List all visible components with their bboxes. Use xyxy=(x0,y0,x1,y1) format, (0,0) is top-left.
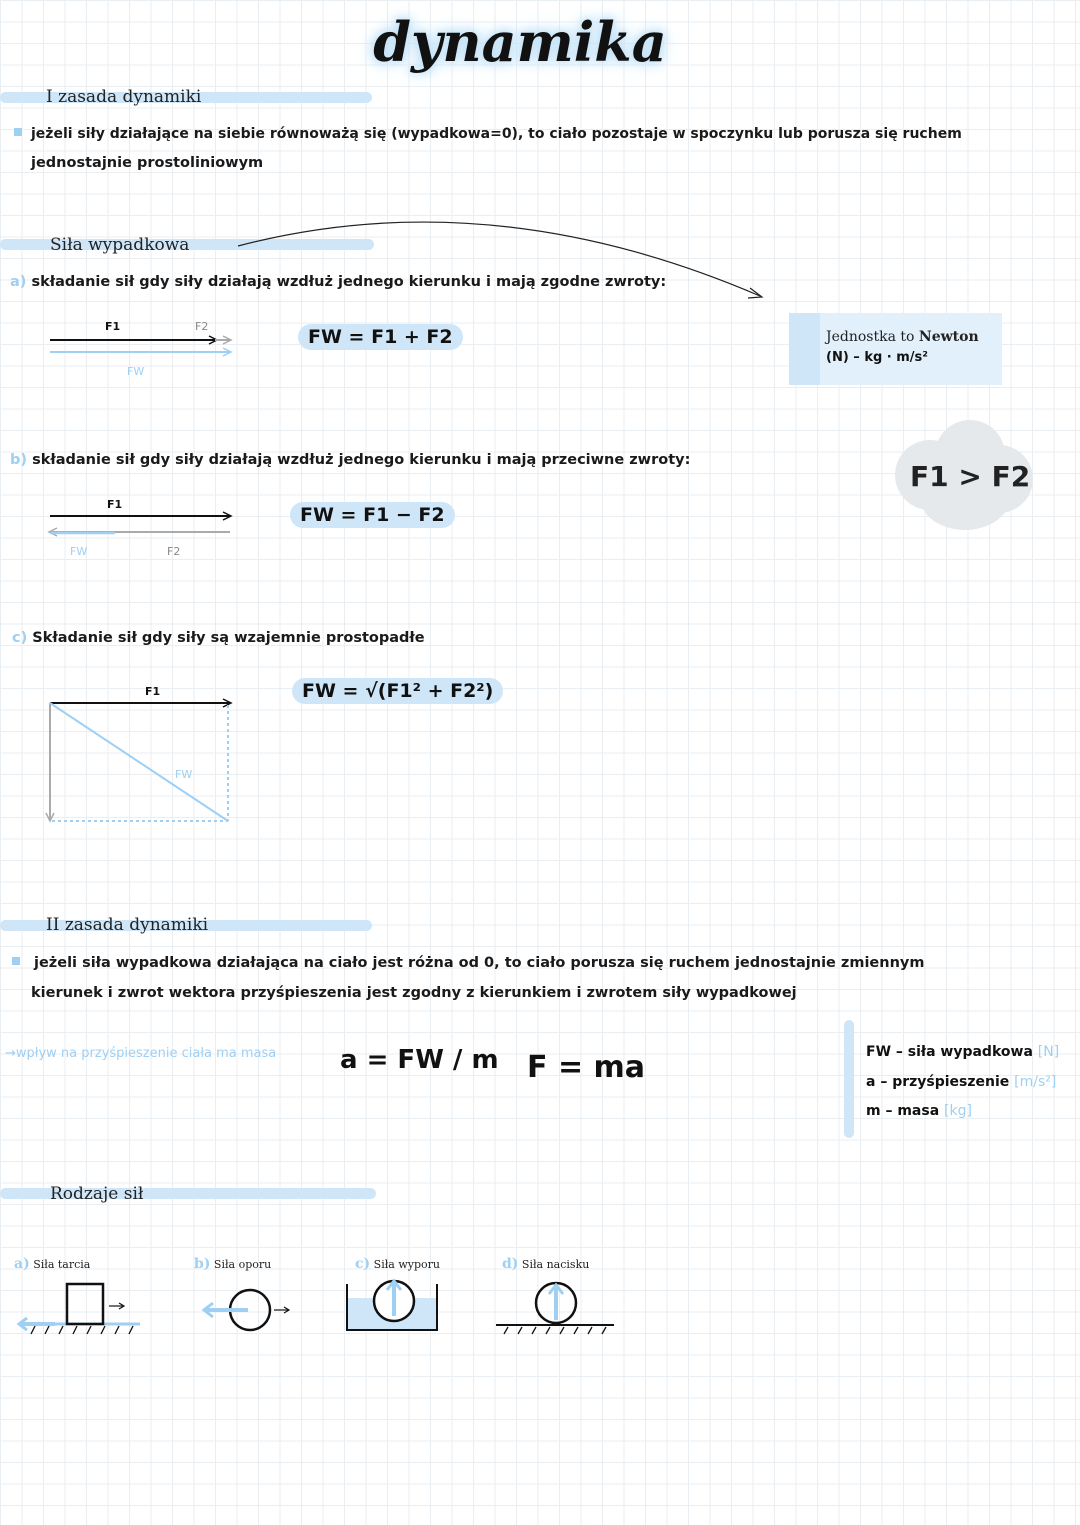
section-heading-3: II zasada dynamiki xyxy=(46,915,209,935)
unit-box xyxy=(789,313,1002,385)
legend-item xyxy=(866,1103,972,1119)
unit-line2: (N) – kg · m/s² xyxy=(826,350,928,365)
force-type-c xyxy=(355,1256,440,1272)
force-type-b xyxy=(194,1256,271,1272)
force-type-letter: b) xyxy=(194,1256,211,1272)
force-type-letter: c) xyxy=(355,1256,371,1272)
diagram-a xyxy=(45,315,245,385)
buoyancy-icon xyxy=(344,1276,440,1336)
legend-name: a – przyśpieszenie xyxy=(866,1074,1010,1090)
legend-item xyxy=(866,1074,1056,1090)
bullet xyxy=(14,128,22,136)
unit-bold: Newton xyxy=(918,329,979,345)
unit-stripe xyxy=(789,313,820,385)
case-b-text xyxy=(10,452,690,468)
legend-name: m – masa xyxy=(866,1103,940,1119)
normal-force-icon xyxy=(494,1276,619,1336)
legend-name: FW – siła wypadkowa xyxy=(866,1044,1033,1060)
diagram-b xyxy=(45,492,245,562)
force-type-a xyxy=(14,1256,90,1272)
force-type-label: Siła oporu xyxy=(213,1258,272,1271)
label-fw: FW xyxy=(70,545,88,558)
formula-b: FW = F1 − F2 xyxy=(290,502,455,528)
label-f1: F1 xyxy=(105,320,121,333)
case-a-text xyxy=(10,274,666,290)
case-c-description: Składanie sił gdy siły są wzajemnie prostopadłe xyxy=(32,630,425,646)
legend-unit: [kg] xyxy=(944,1103,972,1119)
formula-newton: F = ma xyxy=(527,1050,646,1085)
drag-icon xyxy=(198,1278,298,1338)
friction-icon xyxy=(15,1278,145,1338)
case-c-letter: c) xyxy=(12,630,28,646)
formula-c: FW = √(F1² + F2²) xyxy=(292,678,503,704)
case-b-letter: b) xyxy=(10,452,28,468)
section-heading-1: I zasada dynamiki xyxy=(46,87,202,107)
unit-text xyxy=(826,329,979,345)
first-law-line2: jednostajnie prostoliniowym xyxy=(31,155,264,171)
curved-arrow xyxy=(230,200,775,310)
section-heading-4: Rodzaje sił xyxy=(50,1184,144,1204)
case-a-description: składanie sił gdy siły działają wzdłuż jednego kierunku i mają zgodne zwroty: xyxy=(31,274,667,290)
case-a-letter: a) xyxy=(10,274,27,290)
formula-acceleration: a = FW / m xyxy=(340,1045,499,1075)
force-type-label: Siła wyporu xyxy=(373,1258,440,1271)
force-type-letter: d) xyxy=(502,1256,519,1272)
label-fw: FW xyxy=(127,365,145,378)
unit-line1: Jednostka to xyxy=(826,329,915,345)
label-f2: F2 xyxy=(167,545,181,558)
legend-stripe xyxy=(844,1020,854,1138)
page-title: dynamika xyxy=(373,10,667,74)
diagram-c xyxy=(40,675,250,835)
legend-unit: [N] xyxy=(1037,1044,1060,1060)
bullet xyxy=(12,957,20,965)
case-c-text xyxy=(12,630,425,646)
second-law-line1: jeżeli siła wypadkowa działająca na ciało jest różna od 0, to ciało porusza się ruchem jednostajnie zmiennym xyxy=(34,955,925,971)
legend-item xyxy=(866,1044,1059,1060)
second-law-line2: kierunek i zwrot wektora przyśpieszenia jest zgodny z kierunkiem i zwrotem siły wypadkowej xyxy=(31,985,797,1001)
force-type-label: Siła tarcia xyxy=(33,1258,91,1271)
label-f1: F1 xyxy=(107,498,123,511)
cloud-text: F1 > F2 xyxy=(910,460,1031,493)
force-type-label: Siła nacisku xyxy=(521,1258,590,1271)
force-type-letter: a) xyxy=(14,1256,30,1272)
side-note: →wpływ na przyśpieszenie ciała ma masa xyxy=(5,1046,277,1061)
first-law-line1: jeżeli siły działające na siebie równoważą się (wypadkowa=0), to ciało pozostaje w spoczynku lub porusza się ruchem xyxy=(31,126,962,142)
label-f2: F2 xyxy=(195,320,209,333)
case-b-description: składanie sił gdy siły działają wzdłuż jednego kierunku i mają przeciwne zwroty: xyxy=(32,452,691,468)
label-fw: FW xyxy=(175,768,193,781)
label-f1: F1 xyxy=(145,685,161,698)
formula-a: FW = F1 + F2 xyxy=(298,324,463,350)
force-type-d xyxy=(502,1256,589,1272)
section-heading-2: Siła wypadkowa xyxy=(50,235,190,255)
legend-unit: [m/s²] xyxy=(1014,1074,1057,1090)
